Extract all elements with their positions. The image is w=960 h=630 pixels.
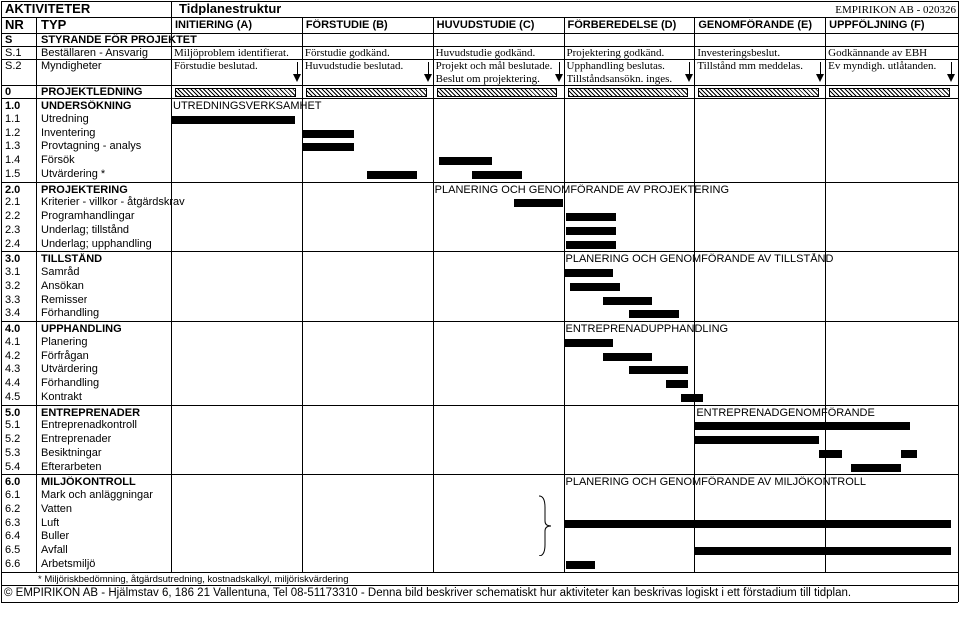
activity-nr: 6.4: [5, 530, 21, 543]
activity-bar: [367, 171, 417, 179]
grid-line: [958, 1, 959, 602]
grid-line: [1, 17, 958, 18]
grid-line: [36, 17, 37, 572]
activity-label: Utvärdering *: [41, 167, 106, 180]
grid-line: [1, 474, 958, 475]
styrande-cell: Projektering godkänd.: [566, 47, 665, 59]
styrande-cell: Förstudie godkänd.: [304, 47, 390, 59]
brace-icon: [538, 495, 552, 557]
activity-label: Ansökan: [41, 279, 84, 292]
milestone-arrow-icon: [559, 62, 560, 80]
activity-label: Kontrakt: [41, 390, 82, 403]
activity-nr: 5.4: [5, 460, 21, 473]
activity-label: Underlag; tillstånd: [41, 223, 130, 236]
activity-nr: 3.3: [5, 293, 21, 306]
activity-bar: [564, 339, 614, 347]
activity-nr: 4.3: [5, 363, 21, 376]
section-nr: 4.0: [5, 323, 21, 335]
projektledning-hatch-bar: [568, 88, 689, 97]
section-label: PROJEKTERING: [41, 183, 128, 196]
styrande-cell: Investeringsbeslut.: [697, 47, 781, 59]
section-nr: 5.0: [5, 406, 21, 419]
styrande-row-label: Beställaren - Ansvarig: [41, 47, 148, 59]
grid-line: [1, 405, 958, 406]
activity-label: Kriterier - villkor - åtgärdskrav: [41, 196, 185, 209]
activity-nr: 6.6: [5, 557, 21, 570]
title-main: Tidplanestruktur: [179, 2, 282, 15]
projektledning-nr: 0: [5, 86, 12, 98]
section-label: ENTREPRENADER: [41, 406, 141, 419]
activity-bar: [566, 561, 595, 569]
section-note: UTREDNINGSVERKSAMHET: [173, 100, 322, 112]
phase-header-0: INITIERING (A): [175, 19, 252, 31]
grid-line: [1, 251, 958, 252]
styrande-cell: Upphandling beslutas.: [566, 60, 665, 72]
activity-bar: [570, 283, 620, 291]
activity-label: Förhandling: [41, 307, 100, 320]
activity-nr: 6.5: [5, 544, 21, 556]
activity-label: Avfall: [41, 544, 68, 556]
phase-header-2: HUVUDSTUDIE (C): [436, 19, 535, 31]
grid-line: [302, 17, 303, 572]
styrande-cell: Huvudstudie beslutad.: [304, 60, 404, 72]
activity-bar: [901, 450, 917, 458]
activity-nr: 1.4: [5, 154, 21, 166]
grid-line: [1, 585, 958, 586]
phase-header-1: FÖRSTUDIE (B): [305, 19, 388, 31]
activity-bar: [514, 199, 564, 207]
milestone-arrow-icon: [297, 62, 298, 80]
section-label: MILJÖKONTROLL: [41, 476, 136, 489]
styrande-cell: Projekt och mål beslutade.: [435, 60, 553, 72]
phase-header-3: FÖRBEREDELSE (D): [567, 19, 677, 31]
section-nr: 3.0: [5, 253, 21, 266]
activity-label: Inventering: [41, 126, 96, 139]
activity-bar: [603, 353, 653, 361]
activity-nr: 5.1: [5, 419, 21, 432]
styrande-cell: Förstudie beslutad.: [174, 60, 258, 72]
activity-bar: [694, 436, 818, 444]
activity-nr: 5.3: [5, 446, 21, 459]
activity-nr: 2.2: [5, 210, 21, 222]
activity-nr: 5.2: [5, 433, 21, 445]
activity-bar: [472, 171, 522, 179]
styrande-nr: S: [5, 34, 13, 46]
section-note: ENTREPRENADUPPHANDLING: [565, 323, 729, 335]
milestone-arrow-icon: [820, 62, 821, 80]
activity-label: Arbetsmiljö: [41, 557, 96, 570]
section-nr: 1.0: [5, 100, 21, 112]
styrande-row-nr: S.2: [5, 60, 22, 72]
section-note: PLANERING OCH GENOMFÖRANDE AV MILJÖKONTROLL: [565, 476, 867, 489]
activity-nr: 1.2: [5, 126, 21, 139]
styrande-cell: Miljöproblem identifierat.: [174, 47, 289, 59]
projektledning-label: PROJEKTLEDNING: [41, 86, 143, 98]
milestone-arrow-icon: [951, 62, 952, 80]
activity-bar: [666, 380, 688, 388]
activity-label: Förfrågan: [41, 349, 89, 362]
grid-line: [1, 98, 958, 99]
activity-bar: [629, 310, 679, 318]
projektledning-hatch-bar: [829, 88, 950, 97]
activity-label: Mark och anläggningar: [41, 489, 153, 501]
grid-line: [1, 321, 958, 322]
activity-bar: [694, 422, 910, 430]
activity-nr: 2.1: [5, 196, 21, 209]
activity-bar: [302, 130, 354, 138]
grid-line: [433, 17, 434, 572]
activity-nr: 3.4: [5, 307, 21, 320]
footer: © EMPIRIKON AB - Hjälmstav 6, 186 21 Vallentuna, Tel 08-51173310 - Denna bild beskriver schematiskt hur aktiviteter kan beskrivas logiskt i ett förstadium till tidplan.: [4, 586, 852, 599]
grid-line: [1, 85, 958, 86]
activity-bar: [302, 143, 354, 151]
grid-line: [1, 182, 958, 183]
activity-bar: [564, 520, 951, 528]
activity-label: Programhandlingar: [41, 210, 135, 222]
activity-bar: [629, 366, 688, 374]
section-note: PLANERING OCH GENOMFÖRANDE AV PROJEKTERING: [434, 183, 730, 196]
activity-bar: [566, 227, 616, 235]
section-label: UNDERSÖKNING: [41, 100, 132, 112]
activity-bar: [851, 464, 901, 472]
activity-bar: [439, 157, 491, 165]
projektledning-hatch-bar: [698, 88, 819, 97]
nr-label: NR: [5, 18, 24, 31]
styrande-cell: Ev myndigh. utlåtanden.: [828, 60, 937, 72]
activity-bar: [694, 547, 950, 555]
activity-nr: 4.2: [5, 349, 21, 362]
activity-nr: 2.4: [5, 237, 21, 250]
activity-label: Utvärdering: [41, 363, 98, 376]
grid-line: [1, 1, 2, 602]
activity-label: Utredning: [41, 112, 89, 125]
activity-label: Entreprenader: [41, 433, 112, 445]
activity-label: Förhandling: [41, 377, 100, 389]
styrande-cell: Godkännande av EBH: [828, 47, 928, 59]
activity-label: Luft: [41, 516, 60, 529]
milestone-arrow-icon: [428, 62, 429, 80]
styrande-row-nr: S.1: [5, 47, 22, 59]
section-nr: 2.0: [5, 183, 21, 196]
activity-nr: 3.2: [5, 279, 21, 292]
section-note: PLANERING OCH GENOMFÖRANDE AV TILLSTÅND: [565, 253, 834, 266]
activity-nr: 6.1: [5, 489, 21, 501]
activity-label: Planering: [41, 335, 88, 348]
section-note: ENTREPRENADGENOMFÖRANDE: [696, 406, 875, 419]
styrande-cell: Tillståndsansökn. inges.: [566, 73, 673, 85]
projektledning-hatch-bar: [437, 88, 558, 97]
grid-line: [1, 1, 958, 2]
section-label: TILLSTÅND: [41, 253, 103, 266]
footnote: * Miljöriskbedömning, åtgärdsutredning, kostnadskalkyl, miljöriskvärdering: [38, 573, 349, 585]
activity-label: Försök: [41, 154, 75, 166]
styrande-cell: Huvudstudie godkänd.: [435, 47, 536, 59]
activity-nr: 4.1: [5, 335, 21, 348]
activity-nr: 1.5: [5, 167, 21, 180]
phase-header-5: UPPFÖLJNING (F): [829, 19, 925, 31]
activity-bar: [171, 116, 295, 124]
projektledning-hatch-bar: [175, 88, 296, 97]
activity-label: Besiktningar: [41, 446, 102, 459]
activity-bar: [566, 241, 616, 249]
title-left: AKTIVITETER: [5, 2, 91, 15]
section-label: UPPHANDLING: [41, 323, 122, 335]
activity-nr: 2.3: [5, 223, 21, 236]
section-nr: 6.0: [5, 476, 21, 489]
grid-line: [825, 17, 826, 572]
company-code: EMPIRIKON AB - 020326: [835, 4, 956, 16]
styrande-cell: Tillstånd mm meddelas.: [697, 60, 803, 72]
activity-label: Underlag; upphandling: [41, 237, 152, 250]
grid-line: [171, 1, 172, 572]
activity-nr: 6.2: [5, 502, 21, 515]
grid-line: [694, 17, 695, 572]
activity-bar: [603, 297, 653, 305]
projektledning-hatch-bar: [306, 88, 427, 97]
activity-label: Efterarbeten: [41, 460, 102, 473]
activity-nr: 4.5: [5, 390, 21, 403]
activity-bar: [681, 394, 703, 402]
activity-bar: [566, 213, 616, 221]
activity-nr: 1.3: [5, 140, 21, 153]
phase-header-4: GENOMFÖRANDE (E): [698, 19, 812, 31]
styrande-label: STYRANDE FÖR PROJEKTET: [41, 34, 197, 46]
grid-line: [564, 17, 565, 572]
activity-bar: [819, 450, 843, 458]
activity-label: Remisser: [41, 293, 88, 306]
activity-nr: 6.3: [5, 516, 21, 529]
activity-label: Entreprenadkontroll: [41, 419, 138, 432]
activity-label: Provtagning - analys: [41, 140, 142, 153]
grid-line: [1, 602, 958, 603]
styrande-row-label: Myndigheter: [41, 60, 102, 72]
typ-label: TYP: [41, 18, 67, 31]
milestone-arrow-icon: [689, 62, 690, 80]
activity-bar: [564, 269, 614, 277]
activity-nr: 3.1: [5, 266, 21, 278]
activity-label: Vatten: [41, 502, 72, 515]
activity-nr: 1.1: [5, 112, 21, 125]
styrande-cell: Beslut om projektering.: [435, 73, 540, 85]
activity-nr: 4.4: [5, 377, 21, 389]
activity-label: Buller: [41, 530, 70, 543]
activity-label: Samråd: [41, 266, 80, 278]
